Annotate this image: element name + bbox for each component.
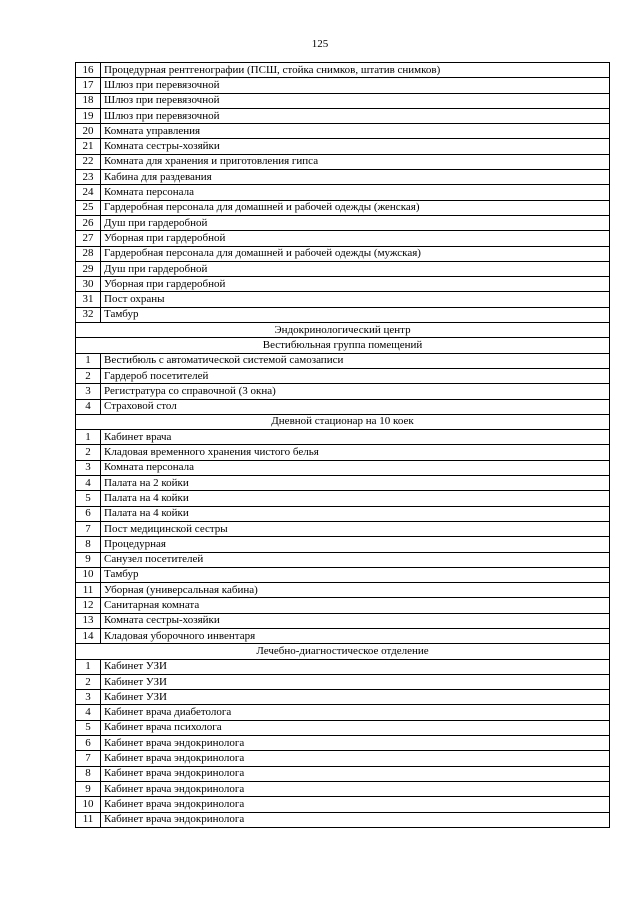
room-name: Уборная (универсальная кабина)	[101, 583, 610, 598]
table-row	[76, 93, 610, 108]
row-number: 29	[76, 261, 101, 276]
table-row	[76, 674, 610, 689]
row-number: 6	[76, 506, 101, 521]
row-number: 5	[76, 720, 101, 735]
room-name: Комната персонала	[101, 185, 610, 200]
table-row	[76, 154, 610, 169]
room-name: Кабинет врача диабетолога	[101, 705, 610, 720]
row-number: 7	[76, 751, 101, 766]
table-row	[76, 720, 610, 735]
room-name: Кабинет УЗИ	[101, 674, 610, 689]
table-row	[76, 812, 610, 827]
section-header-row	[76, 414, 610, 429]
room-name: Процедурная рентгенографии (ПСШ, стойка снимков, штатив снимков)	[101, 63, 610, 78]
table-row	[76, 200, 610, 215]
room-name: Кабинет врача эндокринолога	[101, 812, 610, 827]
room-name: Кладовая уборочного инвентаря	[101, 628, 610, 643]
room-name: Уборная при гардеробной	[101, 277, 610, 292]
row-number: 7	[76, 521, 101, 536]
room-name: Кабинет УЗИ	[101, 690, 610, 705]
row-number: 1	[76, 353, 101, 368]
row-number: 17	[76, 78, 101, 93]
table-row	[76, 430, 610, 445]
row-number: 6	[76, 736, 101, 751]
table-row	[76, 353, 610, 368]
table-row	[76, 63, 610, 78]
table-row	[76, 491, 610, 506]
row-number: 5	[76, 491, 101, 506]
table-row	[76, 170, 610, 185]
room-name: Кабинет врача эндокринолога	[101, 751, 610, 766]
row-number: 9	[76, 781, 101, 796]
row-number: 13	[76, 613, 101, 628]
row-number: 30	[76, 277, 101, 292]
room-name: Шлюз при перевязочной	[101, 78, 610, 93]
room-name: Палата на 4 койки	[101, 506, 610, 521]
table-row	[76, 460, 610, 475]
room-name: Комната управления	[101, 124, 610, 139]
room-name: Пост охраны	[101, 292, 610, 307]
rooms-table-body	[76, 63, 610, 828]
table-row	[76, 736, 610, 751]
table-row	[76, 368, 610, 383]
table-row	[76, 598, 610, 613]
room-name: Шлюз при перевязочной	[101, 93, 610, 108]
row-number: 28	[76, 246, 101, 261]
table-row	[76, 399, 610, 414]
table-row	[76, 690, 610, 705]
room-name: Гардеробная персонала для домашней и рабочей одежды (мужская)	[101, 246, 610, 261]
row-number: 10	[76, 567, 101, 582]
row-number: 8	[76, 766, 101, 781]
table-row	[76, 384, 610, 399]
row-number: 2	[76, 368, 101, 383]
room-name: Душ при гардеробной	[101, 215, 610, 230]
room-name: Кабинет врача	[101, 430, 610, 445]
row-number: 32	[76, 307, 101, 322]
row-number: 25	[76, 200, 101, 215]
table-row	[76, 124, 610, 139]
section-header-row	[76, 323, 610, 338]
table-row	[76, 628, 610, 643]
row-number: 14	[76, 628, 101, 643]
room-name: Тамбур	[101, 567, 610, 582]
room-name: Страховой стол	[101, 399, 610, 414]
row-number: 27	[76, 231, 101, 246]
row-number: 19	[76, 108, 101, 123]
room-name: Душ при гардеробной	[101, 261, 610, 276]
section-header-row	[76, 644, 610, 659]
table-row	[76, 246, 610, 261]
table-row	[76, 766, 610, 781]
row-number: 4	[76, 705, 101, 720]
table-row	[76, 781, 610, 796]
room-name: Гардеробная персонала для домашней и рабочей одежды (женская)	[101, 200, 610, 215]
row-number: 2	[76, 445, 101, 460]
room-name: Кабинет врача эндокринолога	[101, 766, 610, 781]
row-number: 11	[76, 812, 101, 827]
room-name: Комната для хранения и приготовления гипса	[101, 154, 610, 169]
room-name: Санитарная комната	[101, 598, 610, 613]
row-number: 1	[76, 430, 101, 445]
room-name: Тамбур	[101, 307, 610, 322]
room-name: Кабинет врача эндокринолога	[101, 797, 610, 812]
row-number: 20	[76, 124, 101, 139]
room-name: Комната сестры-хозяйки	[101, 139, 610, 154]
row-number: 3	[76, 690, 101, 705]
table-row	[76, 537, 610, 552]
table-row	[76, 506, 610, 521]
table-row	[76, 521, 610, 536]
section-header-row	[76, 338, 610, 353]
page-number: 125	[311, 38, 329, 50]
room-name: Уборная при гардеробной	[101, 231, 610, 246]
room-name: Палата на 2 койки	[101, 476, 610, 491]
row-number: 1	[76, 659, 101, 674]
room-name: Вестибюль с автоматической системой самозаписи	[101, 353, 610, 368]
table-row	[76, 613, 610, 628]
room-name: Процедурная	[101, 537, 610, 552]
room-name: Регистратура со справочной (3 окна)	[101, 384, 610, 399]
section-title: Эндокринологический центр	[76, 323, 610, 338]
room-name: Кабина для раздевания	[101, 170, 610, 185]
room-name: Кабинет врача эндокринолога	[101, 781, 610, 796]
row-number: 22	[76, 154, 101, 169]
rooms-table	[75, 62, 610, 828]
table-row	[76, 583, 610, 598]
room-name: Кладовая временного хранения чистого белья	[101, 445, 610, 460]
table-row	[76, 476, 610, 491]
table-row	[76, 139, 610, 154]
room-name: Санузел посетителей	[101, 552, 610, 567]
row-number: 8	[76, 537, 101, 552]
room-name: Кабинет УЗИ	[101, 659, 610, 674]
table-row	[76, 552, 610, 567]
row-number: 10	[76, 797, 101, 812]
room-name: Шлюз при перевязочной	[101, 108, 610, 123]
row-number: 9	[76, 552, 101, 567]
row-number: 3	[76, 460, 101, 475]
row-number: 12	[76, 598, 101, 613]
row-number: 3	[76, 384, 101, 399]
table-row	[76, 445, 610, 460]
table-row	[76, 261, 610, 276]
table-row	[76, 277, 610, 292]
row-number: 21	[76, 139, 101, 154]
room-name: Палата на 4 койки	[101, 491, 610, 506]
row-number: 2	[76, 674, 101, 689]
table-row	[76, 567, 610, 582]
section-title: Лечебно-диагностическое отделение	[76, 644, 610, 659]
row-number: 18	[76, 93, 101, 108]
table-row	[76, 292, 610, 307]
row-number: 11	[76, 583, 101, 598]
table-row	[76, 307, 610, 322]
table-row	[76, 751, 610, 766]
room-name: Кабинет врача эндокринолога	[101, 736, 610, 751]
row-number: 16	[76, 63, 101, 78]
room-name: Гардероб посетителей	[101, 368, 610, 383]
table-row	[76, 705, 610, 720]
section-title: Дневной стационар на 10 коек	[76, 414, 610, 429]
table-row	[76, 185, 610, 200]
section-title: Вестибюльная группа помещений	[76, 338, 610, 353]
table-row	[76, 797, 610, 812]
row-number: 26	[76, 215, 101, 230]
room-name: Пост медицинской сестры	[101, 521, 610, 536]
row-number: 23	[76, 170, 101, 185]
table-row	[76, 108, 610, 123]
row-number: 31	[76, 292, 101, 307]
table-row	[76, 78, 610, 93]
room-name: Кабинет врача психолога	[101, 720, 610, 735]
table-row	[76, 231, 610, 246]
table-row	[76, 659, 610, 674]
row-number: 4	[76, 399, 101, 414]
row-number: 24	[76, 185, 101, 200]
room-name: Комната персонала	[101, 460, 610, 475]
row-number: 4	[76, 476, 101, 491]
table-row	[76, 215, 610, 230]
room-name: Комната сестры-хозяйки	[101, 613, 610, 628]
